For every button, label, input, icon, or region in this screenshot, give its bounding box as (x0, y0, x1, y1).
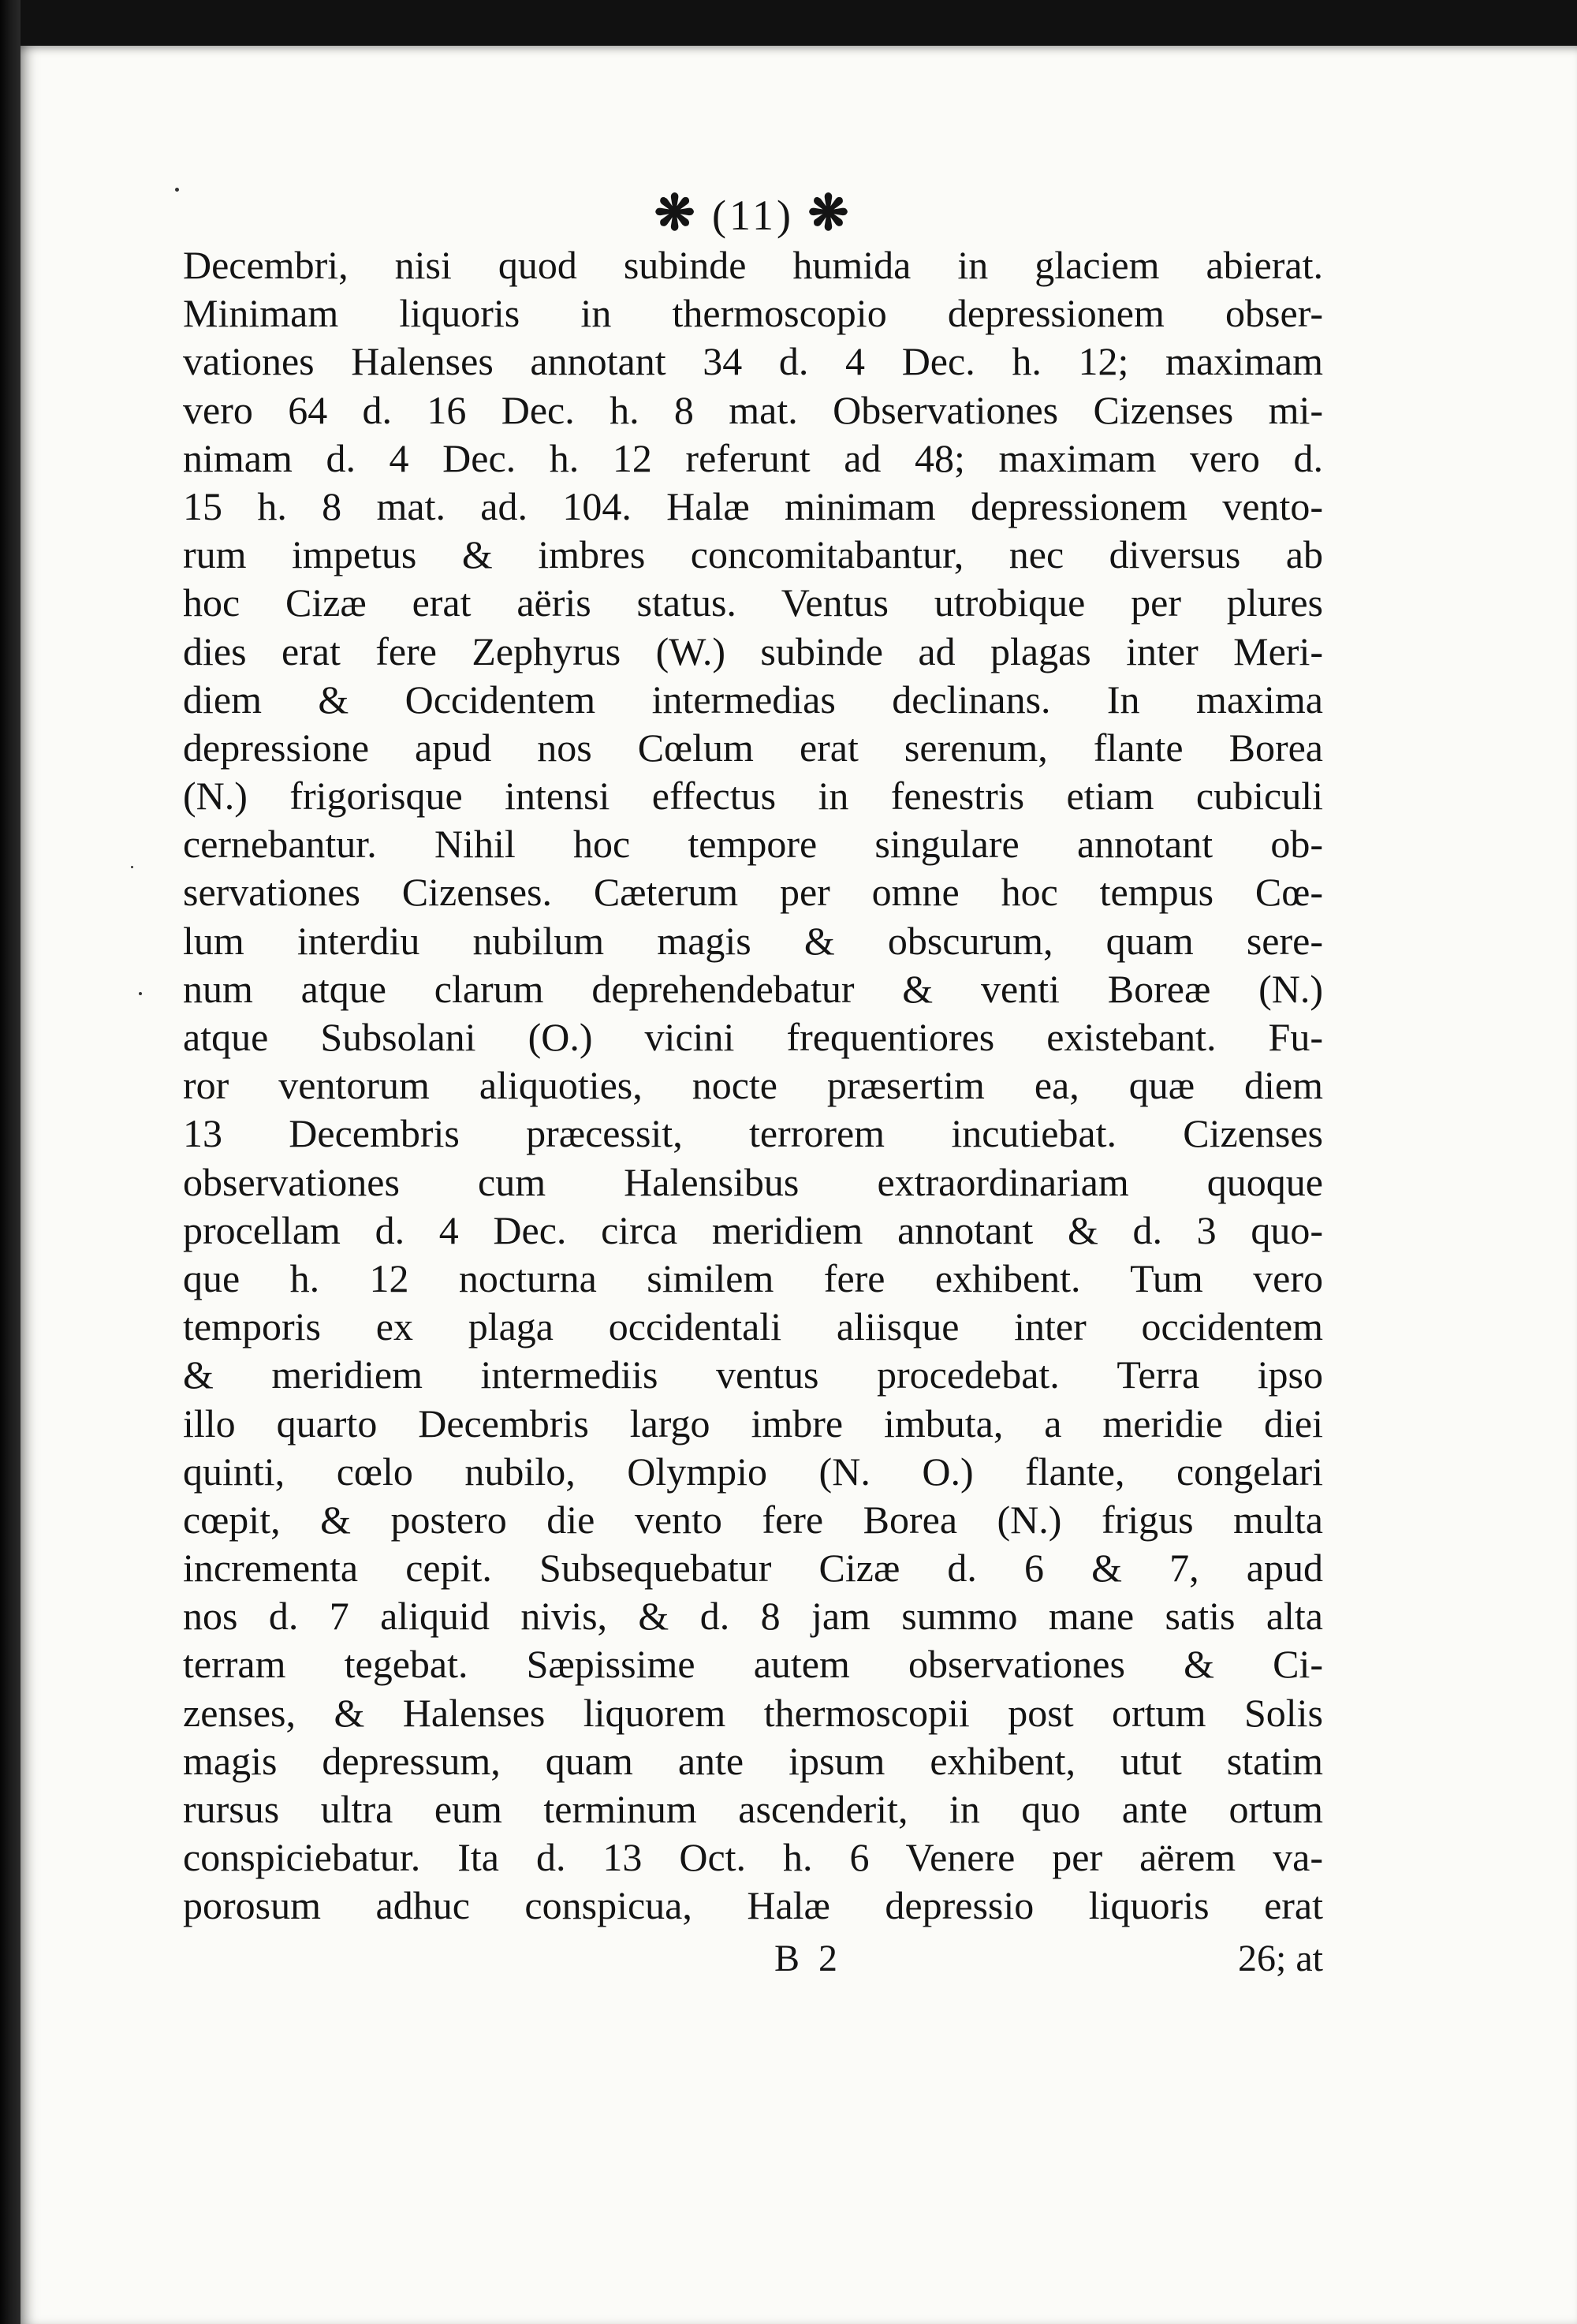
text-line: terram tegebat. Sæpissime autem observationes & Ci- (183, 1642, 1323, 1687)
text-line: porosum adhuc conspicua, Halæ depressio liquoris erat (183, 1883, 1323, 1928)
text-line: rursus ultra eum terminum ascenderit, in quo ante ortum (183, 1787, 1323, 1831)
text-line: (N.) frigorisque intensi effectus in fenestris etiam cubiculi (183, 774, 1323, 819)
catchword: 26; at (1238, 1937, 1323, 1979)
text-line: conspiciebatur. Ita d. 13 Oct. h. 6 Venere per aërem va- (183, 1835, 1323, 1880)
running-head (183, 186, 1323, 241)
signature-mark: B 2 (774, 1937, 843, 1979)
text-line: atque Subsolani (O.) vicini frequentiores existebant. Fu- (183, 1015, 1323, 1059)
text-line: magis depressum, quam ante ipsum exhibent, utut statim (183, 1738, 1323, 1783)
text-line: rum impetus & imbres concomitabantur, nec diversus ab (183, 532, 1323, 577)
text-line: num atque clarum deprehendebatur & venti Boreæ (N.) (183, 966, 1323, 1011)
text-line: diem & Occidentem intermedias declinans. In maxima (183, 677, 1323, 722)
text-line: Decembri, nisi quod subinde humida in glaciem abierat. (183, 243, 1323, 287)
scan-border-top (0, 0, 1577, 49)
text-line: servationes Cizenses. Cæterum per omne hoc tempus Cœ- (183, 870, 1323, 915)
text-line: 15 h. 8 mat. ad. 104. Halæ minimam depressionem vento- (183, 483, 1323, 528)
page-text (183, 186, 1323, 1983)
body-text (183, 241, 1323, 1930)
text-line: ror ventorum aliquoties, nocte præsertim ea, quæ diem (183, 1063, 1323, 1108)
text-line: temporis ex plaga occidentali aliisque inter occidentem (183, 1304, 1323, 1349)
text-line: cœpit, & postero die vento fere Borea (N.) frigus multa (183, 1497, 1323, 1542)
text-line: vero 64 d. 16 Dec. h. 8 mat. Observationes Cizenses mi- (183, 387, 1323, 432)
page-number: (11) (712, 192, 794, 239)
text-line: nimam d. 4 Dec. h. 12 referunt ad 48; maximam vero d. (183, 435, 1323, 480)
text-line: que h. 12 nocturna similem fere exhibent. Tum vero (183, 1255, 1323, 1300)
text-line: zenses, & Halenses liquorem thermoscopii post ortum Solis (183, 1690, 1323, 1735)
text-line: vationes Halenses annotant 34 d. 4 Dec. h. 12; maximam (183, 339, 1323, 384)
head-ornament-icon: ❋ (654, 187, 699, 241)
text-line: quinti, cœlo nubilo, Olympio (N. O.) flante, congelari (183, 1449, 1323, 1494)
text-line: incrementa cepit. Subsequebatur Cizæ d. 6 & 7, apud (183, 1546, 1323, 1591)
head-ornament-icon: ❋ (807, 187, 852, 241)
text-line: Minimam liquoris in thermoscopio depressionem obser- (183, 291, 1323, 336)
page-foot (183, 1935, 1323, 1983)
text-line: illo quarto Decembris largo imbre imbuta, a meridie diei (183, 1401, 1323, 1446)
paper-speck (139, 992, 142, 995)
text-line: lum interdiu nubilum magis & obscurum, quam sere- (183, 918, 1323, 963)
text-line: 13 Decembris præcessit, terrorem incutiebat. Cizenses (183, 1111, 1323, 1156)
scan-border-left (0, 0, 21, 2324)
text-line: depressione apud nos Cœlum erat serenum, flante Borea (183, 725, 1323, 770)
text-line: & meridiem intermediis ventus procedebat. Terra ipso (183, 1352, 1323, 1397)
text-line: procellam d. 4 Dec. circa meridiem annotant & d. 3 quo- (183, 1207, 1323, 1252)
paper-speck (131, 866, 133, 868)
text-line: dies erat fere Zephyrus (W.) subinde ad plagas inter Meri- (183, 629, 1323, 673)
text-line: nos d. 7 aliquid nivis, & d. 8 jam summo mane satis alta (183, 1594, 1323, 1639)
text-line: cernebantur. Nihil hoc tempore singulare annotant ob- (183, 822, 1323, 867)
text-line: observationes cum Halensibus extraordinariam quoque (183, 1159, 1323, 1204)
paper-speck (175, 188, 179, 192)
text-line: hoc Cizæ erat aëris status. Ventus utrobique per plures (183, 580, 1323, 625)
